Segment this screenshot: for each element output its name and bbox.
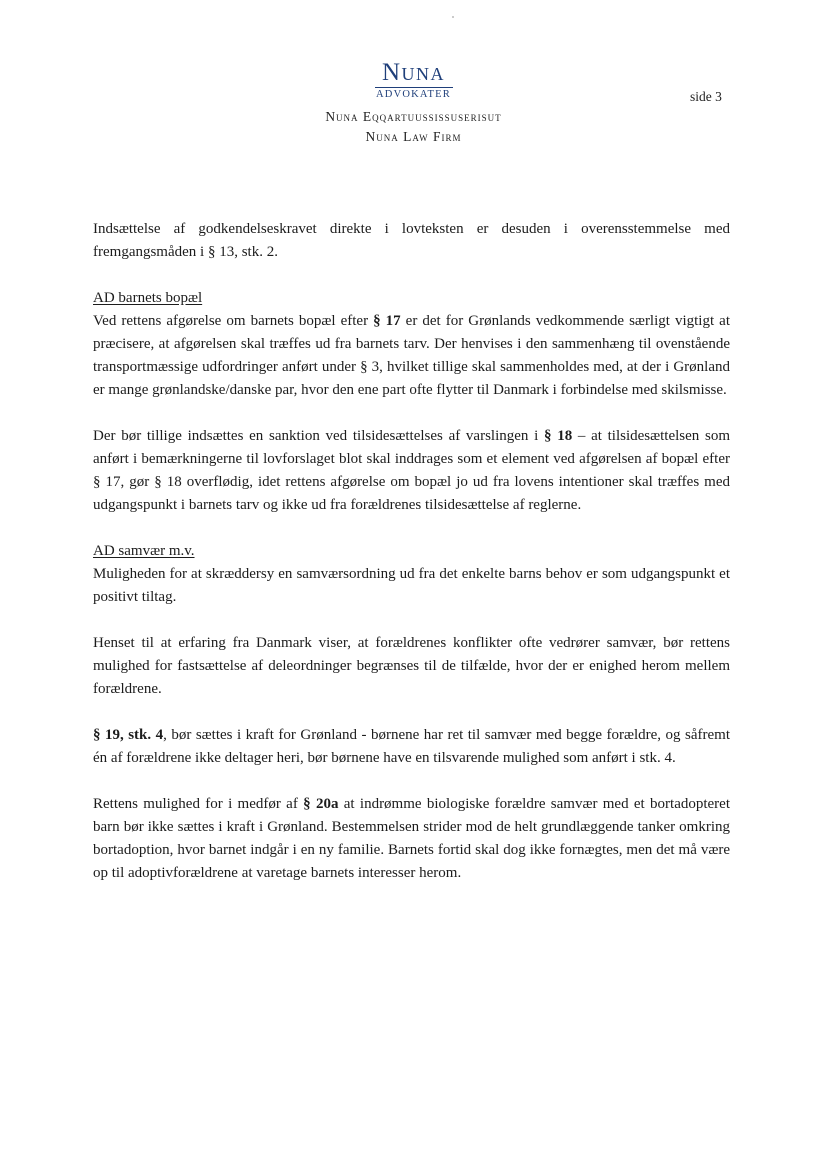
section-title-contact: AD samvær m.v.	[93, 543, 195, 559]
paragraph-shared-arrangements: Henset til at erfaring fra Danmark viser, at forældrenes konflikter ofte vedrører samvær, bør rettens mulighed for fastsættelse af deleordninger begrænses til de tilfælde, hvor der er enighed herom mellem forældrene.	[93, 635, 730, 697]
section-contact	[93, 540, 730, 609]
firm-name-greenlandic: Nuna Eqqartuussissuserisut	[325, 109, 502, 124]
page-number: side 3	[690, 89, 722, 104]
section-19-text: , bør sættes i kraft for Grønland - børnene har ret til samvær med begge forældre, og såfremt én af forældrene ikke deltager heri, bør børnene have en tilsvarende mulighed som anført i stk. 4.	[93, 727, 730, 766]
paragraph-sanction	[93, 425, 730, 517]
paragraph-section-20a	[93, 793, 730, 885]
document-body	[93, 218, 730, 908]
sanction-text-2: – at tilsidesættelsen som anført i bemærkningerne til lovforslaget blot skal inddrages som et element ved afgørelsen af bopæl efter § 17, gør § 18 overflødig, idet rettens afgørelse om bopæl jo ud fra lovens intentioner skal træffes med udgangspunkt i barnets tarv og ikke ud fra forældrenes tilsidesættelse af reglerne.	[93, 428, 731, 513]
residence-ref-17: § 17	[373, 313, 401, 329]
paragraph-approval-requirement: Indsættelse af godkendelseskravet direkte i lovteksten er desuden i overensstemmelse med fremgangsmåden i § 13, stk. 2.	[93, 221, 730, 260]
ref-19-stk-4: § 19, stk. 4	[93, 727, 164, 743]
sanction-text-1: Der bør tillige indsættes en sanktion ved tilsidesættelses af varslingen i	[93, 428, 544, 444]
ref-20a: § 20a	[303, 796, 339, 812]
residence-text-2: er det for Grønlands vedkommende særligt vigtigt at præcisere, at afgørelsen skal træffes ud fra barnets tarv. Der henvises i den sammenhæng til ovenstående transportmæssige udfordringer anført under § 3, hvilket tillige skal sammenholdes med, at der i Grønland er mange grønlandske/danske par, hvor den ene part ofte flytter til Danmark i forbindelse med skilsmisse.	[93, 313, 730, 398]
logo-divider	[375, 87, 453, 88]
firm-name-english: Nuna Law Firm	[365, 129, 462, 144]
section-20a-text-1: Rettens mulighed for i medfør af	[93, 796, 304, 812]
firm-logo-name: Nuna	[381, 59, 446, 86]
contact-text: Muligheden for at skræddersy en samværsordning ud fra det enkelte barns behov er som udgangspunkt et positivt tiltag.	[93, 566, 730, 605]
section-child-residence	[93, 287, 730, 402]
residence-text-1: Ved rettens afgørelse om barnets bopæl efter	[93, 313, 374, 329]
section-title-residence: AD barnets bopæl	[93, 290, 203, 306]
sanction-ref-18: § 18	[544, 428, 573, 444]
firm-logo-subtitle: ADVOKATER	[376, 89, 451, 100]
section-20a-text-2: at indrømme biologiske forældre samvær med et bortadopteret barn bør ikke sættes i kraft i Grønland. Bestemmelsen strider mod de helt grundlæggende tanker omkring bortadoption, hvor barnet indgår i en ny familie. Barnets fortid skal dog ikke fornægtes, men det må være op til adoptivforældrene at varetage barnets interesser herom.	[93, 796, 731, 881]
paragraph-section-19	[93, 724, 730, 770]
scan-speck	[452, 16, 454, 18]
